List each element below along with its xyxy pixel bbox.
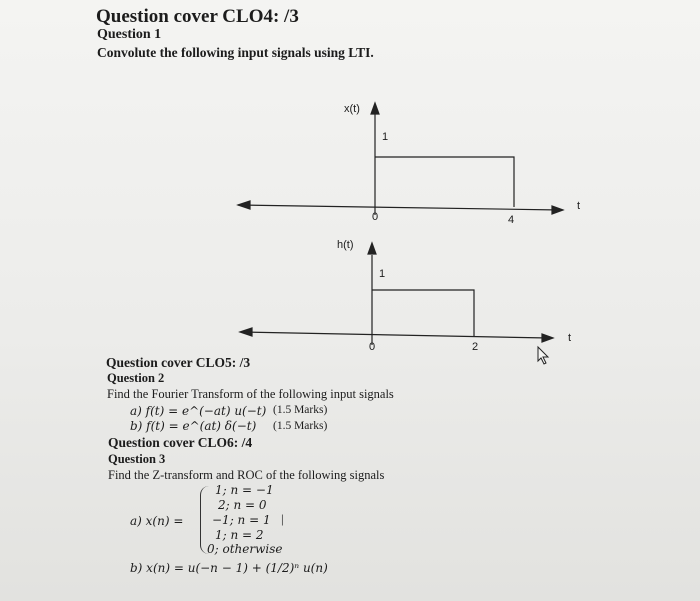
piecewise-case-2: 2; n = 0 [218, 498, 267, 512]
x-axis-right-arrow [552, 206, 563, 214]
section2-item-b: b) f(t) = e^(at) δ(−t) [130, 419, 257, 433]
section2-question: Question 2 [107, 371, 165, 385]
x-graph [238, 103, 563, 215]
piecewise-case-5: 0; otherwise [207, 542, 283, 556]
x-graph-amplitude: 1 [382, 131, 389, 143]
section2-item-a-marks: (1.5 Marks) [273, 404, 328, 416]
h-axis-left-arrow [240, 328, 252, 336]
x-graph-ylabel: x(t) [344, 103, 360, 115]
h-graph-axis-label: t [568, 332, 572, 344]
piecewise-case-4: 1; n = 2 [215, 528, 264, 542]
x-graph-end-tick: 4 [508, 214, 515, 226]
text-cursor-mark: | [281, 511, 284, 526]
section3-b: b) x(n) = u(−n − 1) + (1/2)ⁿ u(n) [130, 561, 328, 575]
h-graph [240, 243, 553, 345]
h-axis-right-arrow [542, 334, 553, 342]
h-graph-origin: 0 [369, 341, 376, 353]
section3-question: Question 3 [108, 452, 166, 466]
x-signal-pulse [375, 157, 514, 207]
section2-item-b-marks: (1.5 Marks) [273, 420, 328, 432]
h-graph-end-tick: 2 [472, 341, 479, 353]
h-graph-ylabel: h(t) [337, 239, 354, 251]
section1-instruction: Convolute the following input signals using LTI. [97, 45, 374, 60]
h-graph-amplitude: 1 [379, 268, 386, 280]
mouse-cursor-icon [538, 347, 548, 364]
x-graph-t-axis [238, 205, 560, 210]
piecewise-case-3: −1; n = 1 [212, 513, 271, 527]
h-graph-t-axis [241, 332, 548, 338]
section3-title: Question cover CLO6: /4 [108, 435, 253, 450]
section3-instruction: Find the Z-transform and ROC of the following signals [108, 468, 385, 482]
x-axis-left-arrow [238, 201, 250, 209]
section2-item-a: a) f(t) = e^(−at) u(−t) [130, 404, 267, 418]
h-axis-up-arrow [368, 243, 376, 254]
section1-question: Question 1 [97, 27, 162, 42]
section2-instruction: Find the Fourier Transform of the following input signals [107, 387, 394, 401]
x-graph-origin: 0 [372, 211, 379, 223]
section2-title: Question cover CLO5: /3 [106, 355, 251, 370]
h-signal-pulse [372, 290, 474, 336]
section1-title: Question cover CLO4: /3 [96, 6, 299, 27]
piecewise-case-1: 1; n = −1 [215, 483, 274, 497]
x-axis-up-arrow [371, 103, 379, 114]
section3-a-prefix: a) x(n) = [130, 514, 184, 528]
x-graph-axis-label: t [577, 200, 581, 212]
